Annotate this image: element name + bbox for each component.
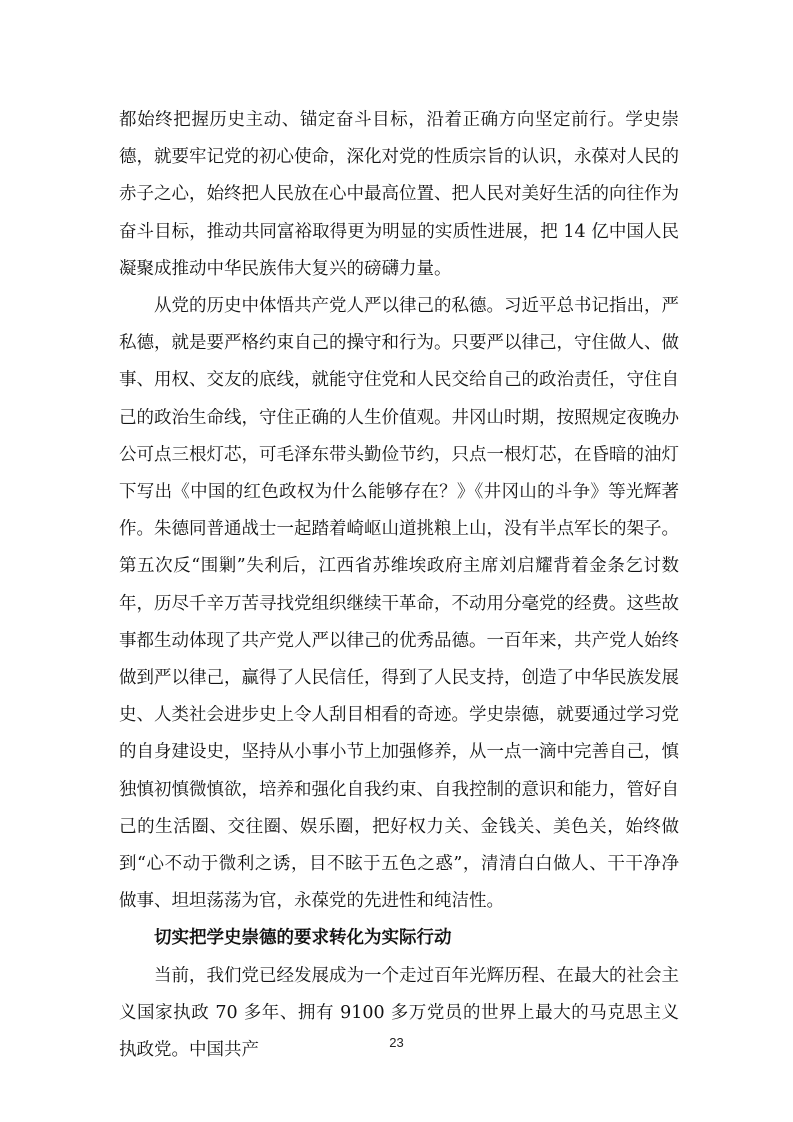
paragraph-continuation: 都始终把握历史主动、锚定奋斗目标，沿着正确方向坚定前行。学史崇德，就要牢记党的初心使命，深化对党的性质宗旨的认识，永葆对人民的赤子之心，始终把人民放在心中最高位置、把人民对美好生活的向往作为奋斗目标，推动共同富裕取得更为明显的实质性进展，把 14 亿中国人民凝聚成推动中华民族伟大复兴的磅礴力量。 [119, 110, 679, 279]
page-number: 23 [389, 1035, 404, 1050]
paragraph-current: 当前，我们党已经发展成为一个走过百年光辉历程、在最大的社会主义国家执政 70 多年、拥有 9100 多万党员的世界上最大的马克思主义执政党。中国共产 [119, 965, 679, 1061]
document-body [119, 102, 679, 1069]
section-heading: 切实把学史崇德的要求转化为实际行动 [154, 928, 452, 949]
paragraph-private-virtue: 从党的历史中体悟共产党人严以律己的私德。习近平总书记指出，严私德，就是要严格约束自己的操守和行为。只要严以律己，守住做人、做事、用权、交友的底线，就能守住党和人民交给自己的政治责任，守住自己的政治生命线，守住正确的人生价值观。井冈山时期，按照规定夜晚办公可点三根灯芯，可毛泽东带头勤俭节约，只点一根灯芯，在昏暗的油灯下写出《中国的红色政权为什么能够存在？》《井冈山的斗争》等光辉著作。朱德同普通战士一起踏着崎岖山道挑粮上山，没有半点军长的架子。第五次反“围剿”失利后，江西省苏维埃政府主席刘启耀背着金条乞讨数年，历尽千辛万苦寻找党组织继续干革命，不动用分毫党的经费。这些故事都生动体现了共产党人严以律己的优秀品德。一百年来，共产党人始终做到严以律己，赢得了人民信任，得到了人民支持，创造了中华民族发展史、人类社会进步史上令人刮目相看的奇迹。学史崇德，就要通过学习党的自身建设史，坚持从小事小节上加强修养，从一点一滴中完善自己，慎独慎初慎微慎欲，培养和强化自我约束、自我控制的意识和能力，管好自己的生活圈、交往圈、娱乐圈，把好权力关、金钱关、美色关，始终做到“心不动于微利之诱，目不眩于五色之惑”，清清白白做人、干干净净做事、坦坦荡荡为官，永葆党的先进性和纯洁性。 [119, 296, 679, 912]
